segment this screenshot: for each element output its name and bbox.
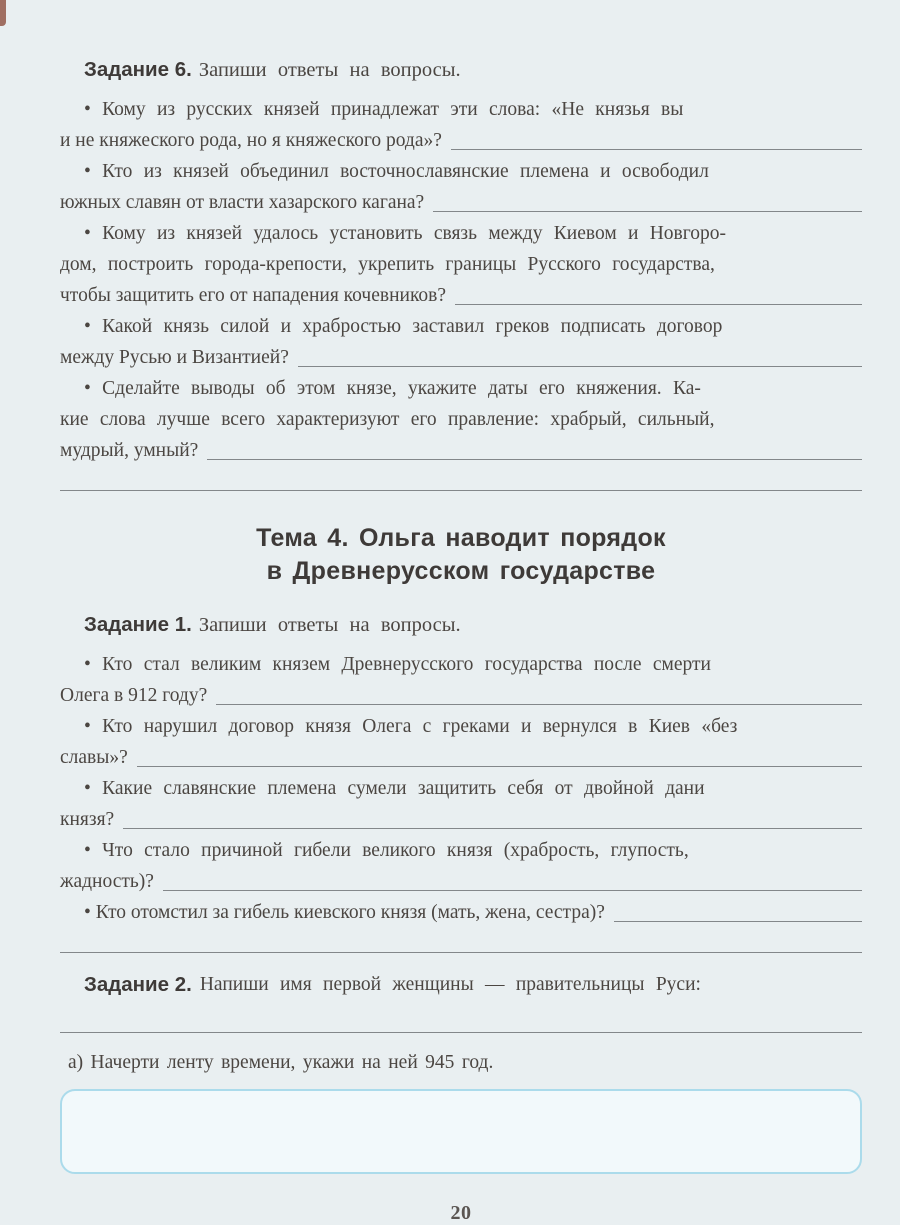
task-1-section [60,609,862,959]
question-line [60,435,862,466]
task-2-text: Напиши имя первой женщины — правительницы Руси: [199,974,701,995]
task-1-questions [60,649,862,959]
question-text: • Кто из князей объединил восточнославянские племена и освободил [84,161,709,182]
answer-rule[interactable] [455,304,862,305]
answer-rule[interactable] [207,459,862,460]
question-text: • Кто стал великим князем Древнерусского государства после смерти [84,654,711,675]
task-6-intro: Запиши ответы на вопросы. [198,59,461,81]
question-text: • Что стало причиной гибели великого князя (храбрость, глупость, [84,840,689,861]
question-line [60,649,862,680]
answer-rule[interactable] [60,490,862,491]
question-line [60,404,862,435]
question-text: • Какой князь силой и храбростью заставил греков подписать договор [84,316,723,337]
scan-artifact [0,0,6,26]
question-line [60,680,862,711]
question-text: между Русью и Византией? [60,347,289,368]
theme-heading-line2: в Древнерусском государстве [266,557,656,585]
task-6-questions [60,94,862,497]
question-line [60,156,862,187]
question-text: южных славян от власти хазарского кагана? [60,192,425,213]
task-6-section [60,54,862,497]
answer-rule[interactable] [123,828,862,829]
question-line [60,897,862,928]
answer-rule[interactable] [451,149,862,150]
answer-rule[interactable] [216,704,862,705]
item-a-instruction: а) Начерти ленту времени, укажи на ней 945 год. [68,1052,494,1073]
question-line [60,342,862,373]
task-2-label: Задание 2. [84,973,192,996]
task-2-row [60,968,862,1000]
answer-rule[interactable] [163,890,862,891]
question-text: дом, построить города-крепости, укрепить границы Русского государства, [60,254,715,275]
task-6-heading [60,54,862,86]
question-text: князя? [60,809,115,830]
task-2-answer [60,1008,862,1035]
answer-rule[interactable] [298,366,862,367]
theme-heading-line1: Тема 4. Ольга наводит порядок [256,524,666,552]
question-text: кие слова лучше всего характеризуют его правление: храбрый, сильный, [60,409,715,430]
blank-answer-line [60,466,862,497]
task-6-label: Задание 6. [84,58,192,81]
page-number: 20 [450,1202,472,1224]
question-text: славы»? [60,747,128,768]
question-text: Олега в 912 году? [60,685,208,706]
question-line [60,249,862,280]
question-text: • Кто нарушил договор князя Олега с греками и вернулся в Киев «без [84,716,738,737]
task-1-label: Задание 1. [84,613,192,636]
question-line [60,218,862,249]
question-text: • Сделайте выводы об этом князе, укажите даты его княжения. Ка- [84,378,701,399]
theme-heading [60,522,862,588]
question-line [60,373,862,404]
question-line [60,187,862,218]
question-line [60,773,862,804]
answer-rule[interactable] [137,766,862,767]
blank-answer-line [60,1008,862,1039]
answer-rule[interactable] [614,921,862,922]
question-text: • Какие славянские племена сумели защитить себя от двойной дани [84,778,705,799]
task-1-intro: Запиши ответы на вопросы. [198,614,461,636]
task-2-section [60,968,862,1035]
question-line [60,835,862,866]
question-line [60,742,862,773]
question-line [60,94,862,125]
answer-rule[interactable] [60,1032,862,1033]
question-text: • Кому из князей удалось установить связь между Киевом и Новгоро- [84,223,727,244]
question-text: мудрый, умный? [60,440,199,461]
timeline-draw-box[interactable] [60,1089,862,1174]
question-text: и не княжеского рода, но я княжеского рода»? [60,130,442,151]
blank-answer-line [60,928,862,959]
answer-rule[interactable] [433,211,862,212]
question-line [60,711,862,742]
question-text: • Кому из русских князей принадлежат эти слова: «Не князья вы [84,99,684,120]
question-line [60,280,862,311]
question-text: жадность)? [60,871,154,892]
question-text: чтобы защитить его от нападения кочевников? [60,285,447,306]
question-line [60,311,862,342]
answer-rule[interactable] [60,952,862,953]
question-text: • Кто отомстил за гибель киевского князя (мать, жена, сестра)? [84,902,605,923]
task-1-heading [60,609,862,641]
question-line [60,804,862,835]
question-line [60,866,862,897]
question-line [60,125,862,156]
